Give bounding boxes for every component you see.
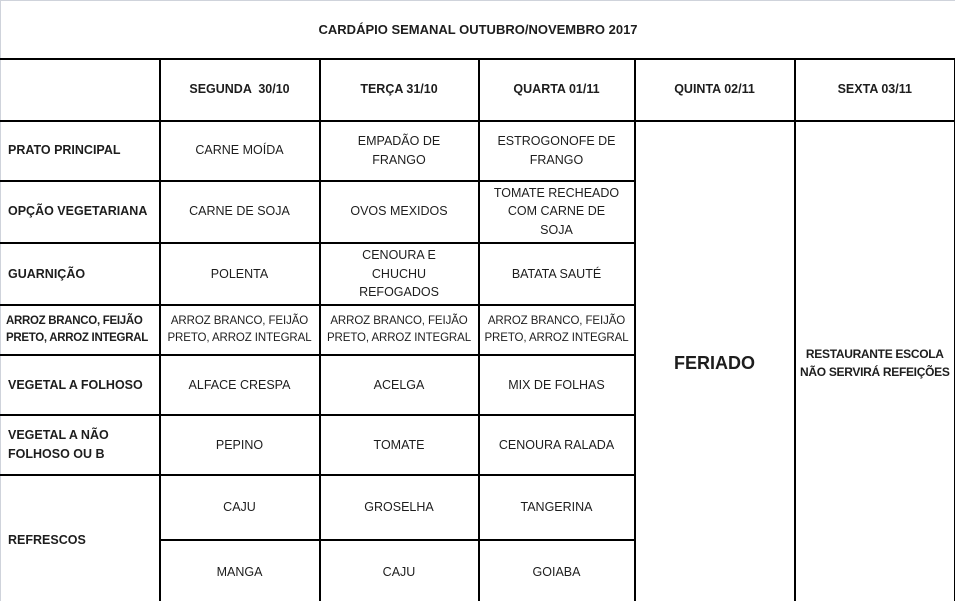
menu-cell-quarta-prato: ESTROGONOFE DE FRANGO — [479, 121, 635, 181]
row-prato-principal — [1, 121, 955, 181]
row-label-opcao-vegetariana: OPÇÃO VEGETARIANA — [1, 181, 160, 243]
menu-cell-terca-refresco-2: CAJU — [320, 540, 479, 601]
column-header-terca: TERÇA 31/10 — [320, 59, 479, 121]
menu-cell-segunda-arroz: ARROZ BRANCO, FEIJÃO PRETO, ARROZ INTEGRAL — [160, 305, 320, 355]
row-label-refrescos: REFRESCOS — [1, 475, 160, 601]
day-header-row — [1, 59, 955, 121]
row-label-guarnicao: GUARNIÇÃO — [1, 243, 160, 305]
row-label-vegetal-nao-folhoso: VEGETAL A NÃO FOLHOSO OU B — [1, 415, 160, 475]
menu-cell-segunda-prato: CARNE MOÍDA — [160, 121, 320, 181]
menu-cell-quarta-folhoso: MIX DE FOLHAS — [479, 355, 635, 415]
feriado-note: FERIADO — [635, 121, 795, 601]
menu-cell-segunda-refresco-1: CAJU — [160, 475, 320, 540]
restaurante-fechado-note: RESTAURANTE ESCOLA NÃO SERVIRÁ REFEIÇÕES — [795, 121, 955, 601]
row-label-vegetal-folhoso: VEGETAL A FOLHOSO — [1, 355, 160, 415]
menu-cell-quarta-refresco-2: GOIABA — [479, 540, 635, 601]
column-header-segunda: SEGUNDA 30/10 — [160, 59, 320, 121]
menu-cell-quarta-guarnicao: BATATA SAUTÉ — [479, 243, 635, 305]
menu-cell-terca-folhoso: ACELGA — [320, 355, 479, 415]
column-header-quinta: QUINTA 02/11 — [635, 59, 795, 121]
column-header-sexta: SEXTA 03/11 — [795, 59, 955, 121]
column-header-quarta: QUARTA 01/11 — [479, 59, 635, 121]
menu-cell-segunda-nao-folhoso: PEPINO — [160, 415, 320, 475]
menu-cell-quarta-vegetariana: TOMATE RECHEADO COM CARNE DE SOJA — [479, 181, 635, 243]
menu-cell-quarta-nao-folhoso: CENOURA RALADA — [479, 415, 635, 475]
corner-cell — [1, 59, 160, 121]
menu-cell-segunda-refresco-2: MANGA — [160, 540, 320, 601]
row-label-prato-principal: PRATO PRINCIPAL — [1, 121, 160, 181]
menu-cell-terca-nao-folhoso: TOMATE — [320, 415, 479, 475]
menu-cell-terca-refresco-1: GROSELHA — [320, 475, 479, 540]
row-label-arroz-feijao: ARROZ BRANCO, FEIJÃO PRETO, ARROZ INTEGRAL — [1, 305, 160, 355]
menu-cell-terca-arroz: ARROZ BRANCO, FEIJÃO PRETO, ARROZ INTEGRAL — [320, 305, 479, 355]
menu-cell-segunda-folhoso: ALFACE CRESPA — [160, 355, 320, 415]
page-title: CARDÁPIO SEMANAL OUTUBRO/NOVEMBRO 2017 — [1, 1, 955, 59]
menu-cell-quarta-refresco-1: TANGERINA — [479, 475, 635, 540]
menu-cell-quarta-arroz: ARROZ BRANCO, FEIJÃO PRETO, ARROZ INTEGRAL — [479, 305, 635, 355]
menu-cell-terca-prato: EMPADÃO DE FRANGO — [320, 121, 479, 181]
title-row — [1, 1, 955, 59]
menu-cell-segunda-vegetariana: CARNE DE SOJA — [160, 181, 320, 243]
menu-cell-terca-vegetariana: OVOS MEXIDOS — [320, 181, 479, 243]
menu-cell-segunda-guarnicao: POLENTA — [160, 243, 320, 305]
menu-cell-terca-guarnicao: CENOURA E CHUCHU REFOGADOS — [320, 243, 479, 305]
